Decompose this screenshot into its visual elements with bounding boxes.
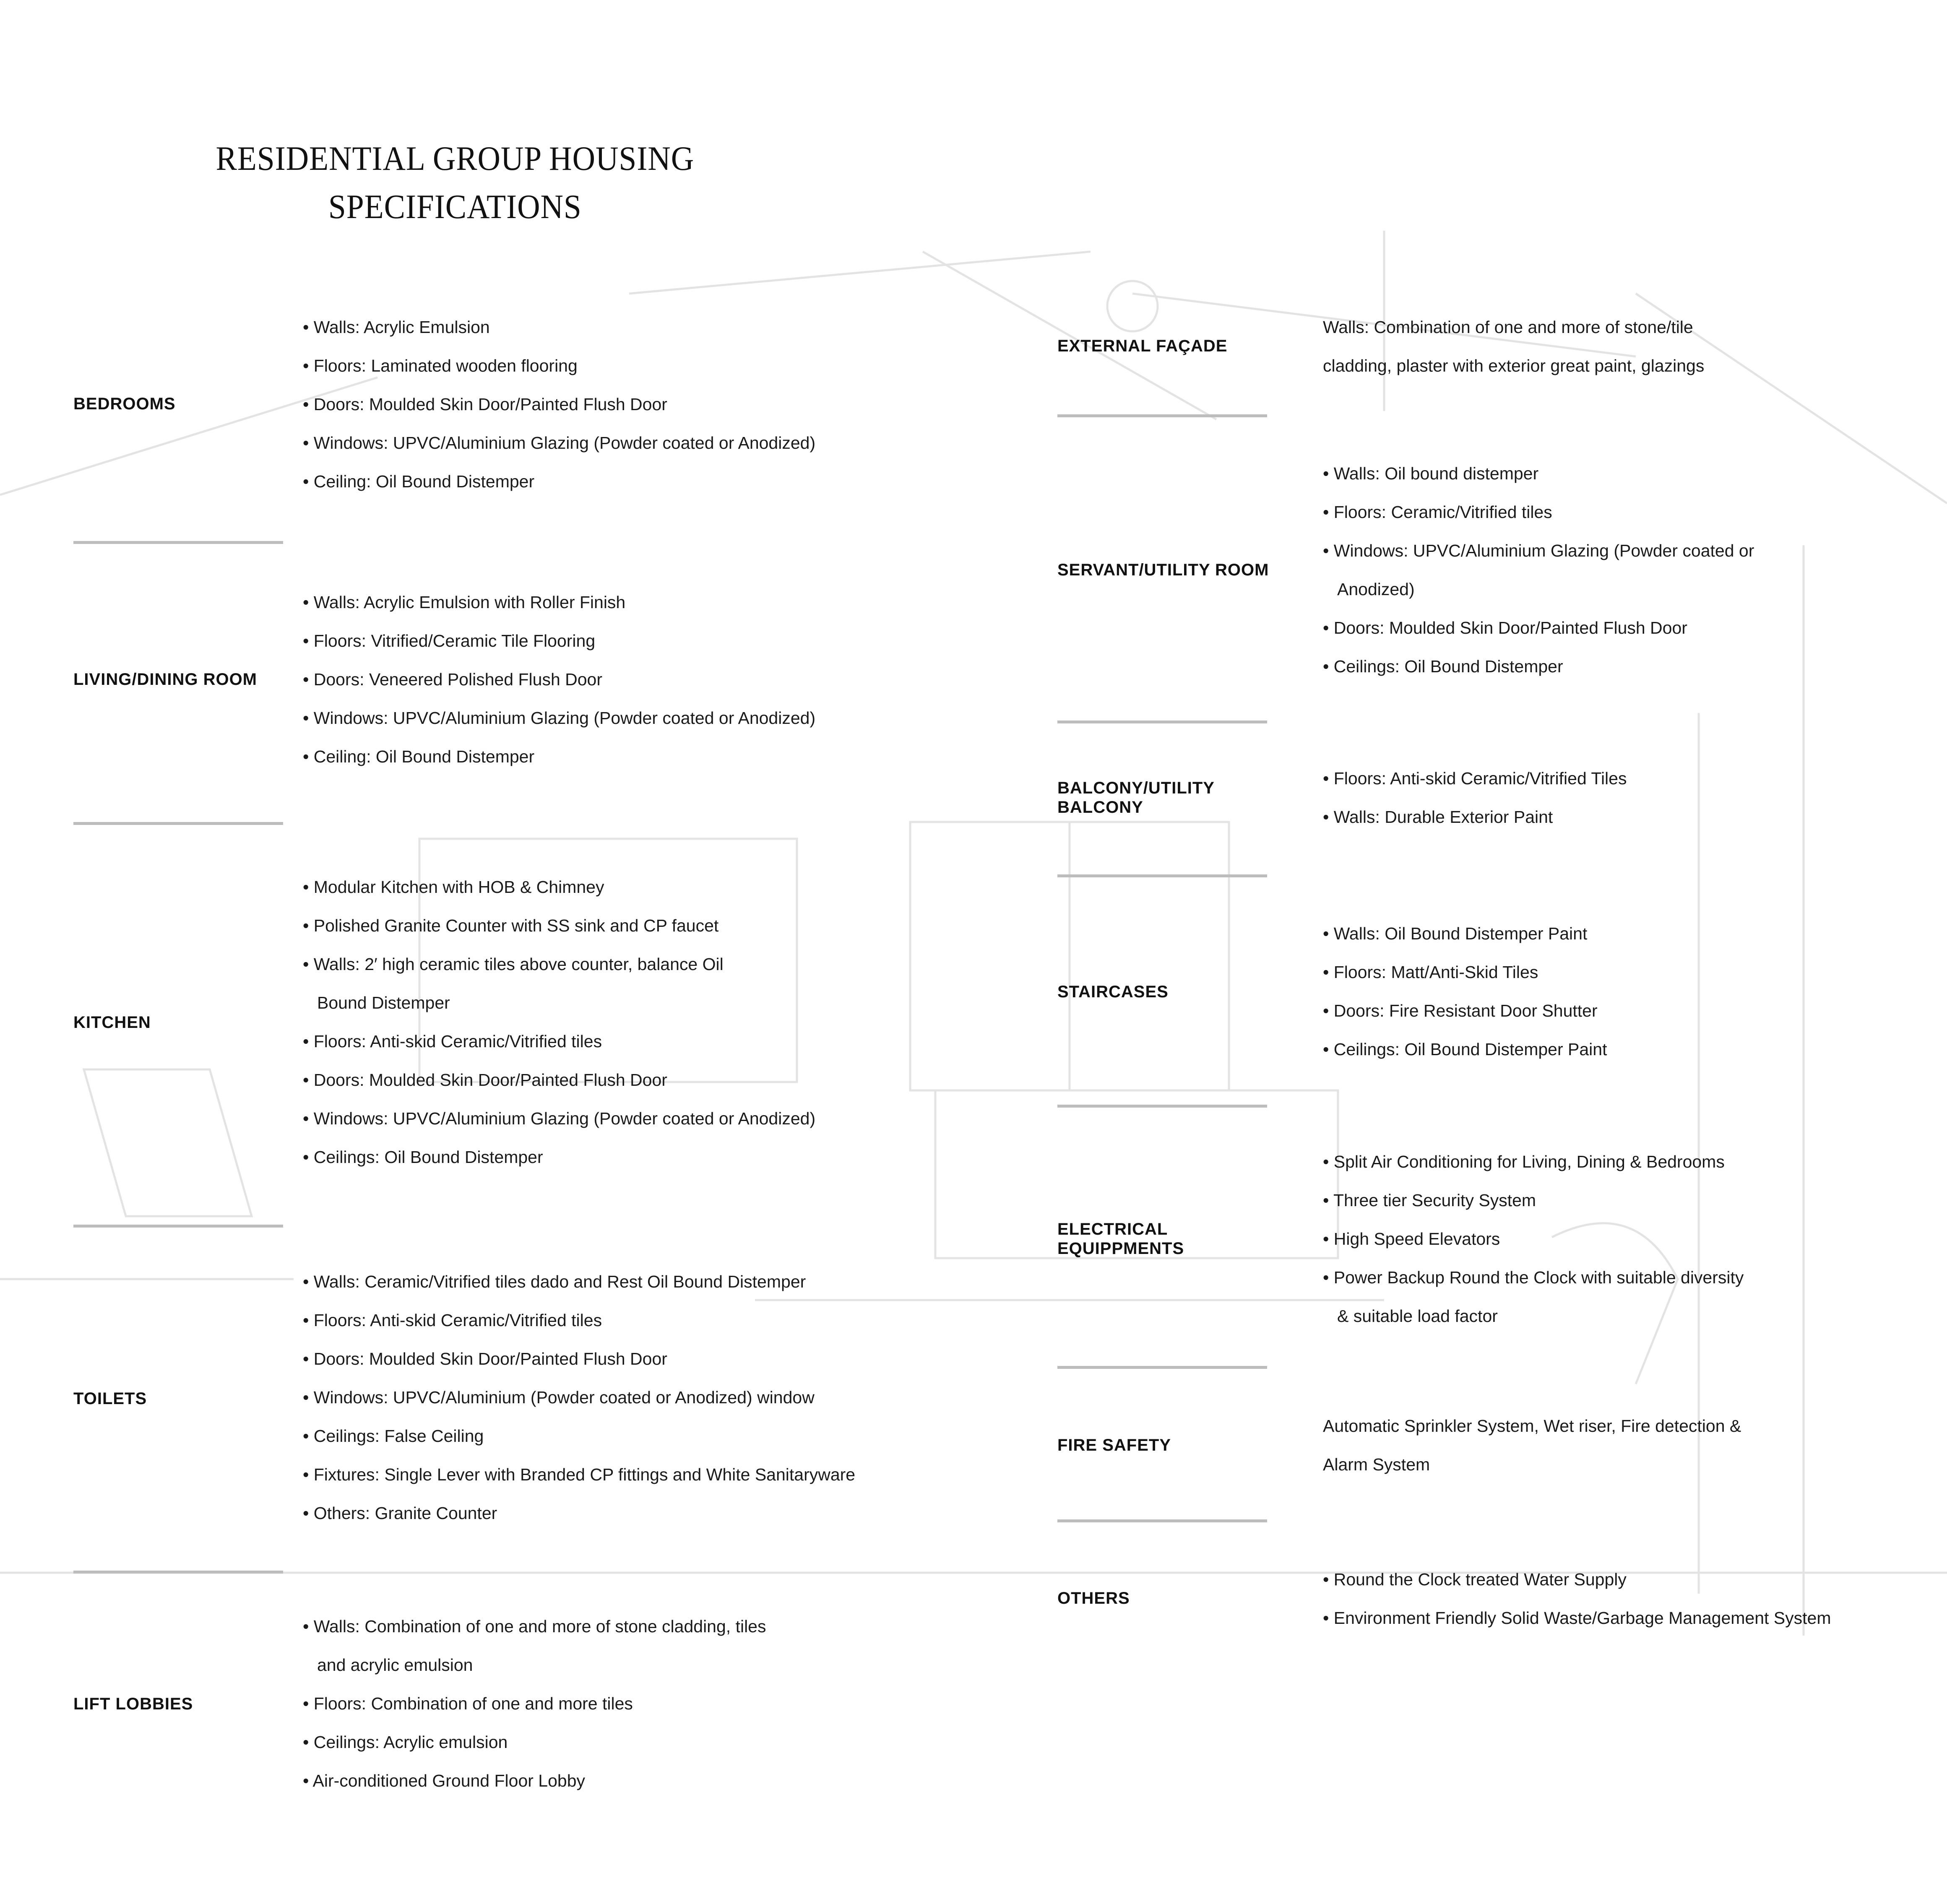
spec-item: • Three tier Security System [1323,1191,1536,1210]
spec-item: • Power Backup Round the Clock with suitable diversity [1323,1268,1744,1287]
spec-item: • Polished Granite Counter with SS sink and CP faucet [303,916,719,935]
section-label-toilets: TOILETS [73,1389,147,1408]
section-divider [73,1225,283,1228]
spec-item: • Walls: Oil bound distemper [1323,464,1539,483]
living-dining-spec-list [303,583,815,776]
spec-item: • High Speed Elevators [1323,1229,1500,1249]
section-label-external-facade: EXTERNAL FAÇADE [1057,337,1228,355]
spec-item: • Doors: Veneered Polished Flush Door [303,670,603,689]
spec-item: • Others: Granite Counter [303,1503,497,1523]
section-label-lift-lobbies: LIFT LOBBIES [73,1695,193,1713]
spec-item: • Floors: Laminated wooden flooring [303,356,578,375]
spec-item: • Ceiling: Oil Bound Distemper [303,472,535,491]
label-line: BALCONY/UTILITY [1057,779,1215,797]
section-label-staircases: STAIRCASES [1057,983,1169,1001]
label-line: EQUIPPMENTS [1057,1239,1184,1258]
spec-item-continuation: Bound Distemper [317,993,450,1012]
fire-safety-spec-list [1323,1407,1741,1484]
spec-item: Walls: Combination of one and more of stone/tile [1323,317,1693,337]
spec-item-continuation: Anodized) [1337,580,1415,599]
spec-item: • Modular Kitchen with HOB & Chimney [303,877,604,897]
lift-lobbies-spec-list [303,1607,766,1800]
spec-item: • Ceiling: Oil Bound Distemper [303,747,535,766]
section-divider [73,822,283,825]
title-line-1: RESIDENTIAL GROUP HOUSING [216,139,695,177]
spec-item: • Windows: UPVC/Aluminium Glazing (Powder coated or Anodized) [303,708,816,728]
spec-item: • Round the Clock treated Water Supply [1323,1570,1627,1589]
page-title [189,134,721,231]
section-divider [1057,1519,1267,1522]
spec-item: • Doors: Moulded Skin Door/Painted Flush Door [1323,618,1687,637]
section-divider [1057,874,1267,877]
spec-item: • Split Air Conditioning for Living, Dining & Bedrooms [1323,1152,1725,1171]
spec-item: • Ceilings: Oil Bound Distemper [1323,657,1563,676]
section-label-kitchen: KITCHEN [73,1013,151,1032]
spec-item: • Air-conditioned Ground Floor Lobby [303,1771,586,1790]
spec-item: • Ceilings: Oil Bound Distemper Paint [1323,1040,1607,1059]
section-divider [1057,1366,1267,1369]
spec-item: • Floors: Combination of one and more tiles [303,1694,633,1713]
spec-item: • Doors: Moulded Skin Door/Painted Flush Door [303,1070,667,1090]
toilets-spec-list [303,1262,855,1532]
section-divider [1057,721,1267,723]
spec-item: • Ceilings: False Ceiling [303,1426,484,1446]
balcony-spec-list [1323,759,1627,836]
label-line: ELECTRICAL [1057,1220,1168,1238]
spec-item-continuation: & suitable load factor [1337,1306,1498,1326]
section-label-bedrooms: BEDROOMS [73,395,176,413]
spec-item: • Ceilings: Acrylic emulsion [303,1732,508,1752]
spec-item: • Doors: Moulded Skin Door/Painted Flush Door [303,395,667,414]
bedrooms-spec-list [303,308,815,501]
section-label-balcony [1057,778,1215,817]
external-facade-spec-list [1323,308,1704,385]
staircases-spec-list [1323,914,1607,1069]
spec-item: • Windows: UPVC/Aluminium (Powder coated or Anodized) window [303,1388,815,1407]
spec-item: • Doors: Moulded Skin Door/Painted Flush Door [303,1349,667,1368]
spec-item: • Windows: UPVC/Aluminium Glazing (Powder coated or Anodized) [303,433,816,453]
spec-item: • Ceilings: Oil Bound Distemper [303,1147,543,1167]
section-divider [1057,414,1267,417]
section-divider [73,541,283,544]
kitchen-spec-list [303,868,815,1176]
spec-item: • Floors: Anti-skid Ceramic/Vitrified tiles [303,1032,602,1051]
spec-item: • Environment Friendly Solid Waste/Garbage Management System [1323,1608,1831,1628]
spec-item: • Walls: Acrylic Emulsion [303,317,490,337]
spec-item: • Fixtures: Single Lever with Branded CP fittings and White Sanitaryware [303,1465,856,1484]
servant-utility-spec-list [1323,454,1754,686]
section-label-living-dining: LIVING/DINING ROOM [73,670,257,689]
spec-item: • Windows: UPVC/Aluminium Glazing (Powder coated or [1323,541,1754,560]
spec-item: • Windows: UPVC/Aluminium Glazing (Powder coated or Anodized) [303,1109,816,1128]
section-label-fire-safety: FIRE SAFETY [1057,1436,1171,1454]
electrical-spec-list [1323,1142,1744,1335]
spec-item: • Walls: Combination of one and more of stone cladding, tiles [303,1617,766,1636]
section-label-servant-utility-room: SERVANT/UTILITY ROOM [1057,561,1269,579]
spec-item: • Floors: Anti-skid Ceramic/Vitrified Tiles [1323,769,1627,788]
label-line: BALCONY [1057,798,1143,817]
others-spec-list [1323,1560,1831,1637]
section-divider [73,1571,283,1574]
spec-item: • Doors: Fire Resistant Door Shutter [1323,1001,1598,1020]
section-label-electrical-equipments [1057,1220,1184,1258]
spec-item: • Walls: Oil Bound Distemper Paint [1323,924,1588,943]
spec-item: • Floors: Ceramic/Vitrified tiles [1323,502,1552,522]
spec-item: • Walls: Durable Exterior Paint [1323,807,1553,827]
spec-item: Automatic Sprinkler System, Wet riser, Fire detection & [1323,1416,1741,1436]
spec-item: cladding, plaster with exterior great paint, glazings [1323,356,1705,375]
spec-item-continuation: and acrylic emulsion [317,1655,473,1675]
spec-item: • Floors: Anti-skid Ceramic/Vitrified tiles [303,1311,602,1330]
spec-item: Alarm System [1323,1455,1430,1474]
section-label-others: OTHERS [1057,1589,1130,1607]
section-divider [1057,1105,1267,1108]
spec-item: • Floors: Vitrified/Ceramic Tile Flooring [303,631,596,650]
spec-item: • Walls: Ceramic/Vitrified tiles dado and Rest Oil Bound Distemper [303,1272,806,1291]
spec-item: • Walls: 2′ high ceramic tiles above counter, balance Oil [303,955,724,974]
spec-item: • Walls: Acrylic Emulsion with Roller Finish [303,593,626,612]
title-line-2: SPECIFICATIONS [328,187,582,226]
spec-item: • Floors: Matt/Anti-Skid Tiles [1323,962,1538,982]
